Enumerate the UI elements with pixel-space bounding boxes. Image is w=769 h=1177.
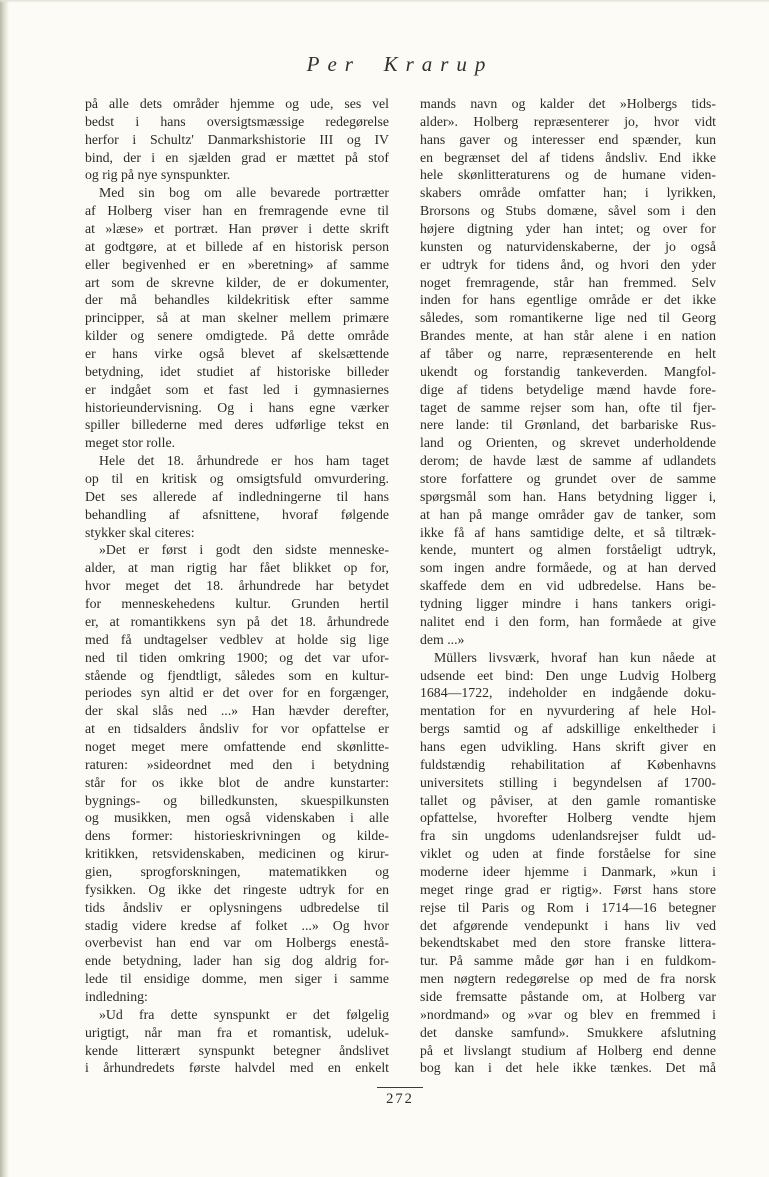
text-line: kende litterært synspunkt betegner åndslivet — [85, 1042, 389, 1058]
text-line: stadig videre kredse af folket ...» Og hvor — [85, 917, 389, 933]
text-line: bind, der i en sjælden grad er mættet på stof — [85, 149, 389, 165]
text-line: fuldstændig rehabilitation af Københavns — [420, 756, 716, 772]
text-line: at en tidsalders åndsliv for vor opfattelse er — [85, 721, 389, 737]
text-line: i århundredets første halvdel med en enkelt — [85, 1060, 389, 1076]
text-line: principper, så at man skelner mellem primære — [85, 310, 389, 326]
text-line: stykker skal citeres: — [85, 524, 195, 540]
text-line: ikke få af hans samtidige delte, et så tiltræk- — [420, 524, 716, 540]
text-line: er udtryk for tidens ånd, og hvori den yder — [420, 256, 716, 272]
text-line: Brandes mente, at han står alene i en nation — [420, 328, 716, 344]
text-line: der må behandles kildekritisk efter samme — [85, 292, 389, 308]
text-line: skabers område omfatter han; i lyrikken, — [420, 185, 716, 201]
text-line: ende betydning, lader han sig dog aldrig for- — [85, 953, 389, 969]
text-line: opfattelse, hvorefter Holberg vendte hjem — [420, 810, 716, 826]
text-line: spiller billederne med deres udførlige tekst en — [85, 417, 389, 433]
text-line: taget de samme rejser som han, ofte til fjer- — [420, 399, 716, 415]
text-line: »nordmand» og »var og blev en fremmed i — [420, 1006, 716, 1022]
text-line: alder». Holberg repræsenterer jo, hvor vidt — [420, 113, 716, 129]
text-line: inden for hans egentlige område er det ikke — [420, 292, 716, 308]
text-line: at han på mange områder gav de tanker, som — [420, 506, 716, 522]
text-line: og rig på nye synspunkter. — [85, 167, 231, 183]
text-line: hvor meget det 18. århundrede har betydet — [85, 578, 389, 594]
text-line: bergs samtid og af adskillige enkeltheder i — [420, 721, 716, 737]
text-line: udsende eet bind: Den unge Ludvig Holberg — [420, 667, 716, 683]
text-line: tur. På samme måde gør han i en fuldkom- — [420, 953, 716, 969]
text-line: op til en kritisk og omsigtsfuld omvurdering. — [85, 471, 389, 487]
text-line: »Det er først i godt den sidste menneske- — [99, 542, 389, 558]
text-line: er, at romantikkens syn på det 18. århundrede — [85, 613, 389, 629]
text-line: meget stor rolle. — [85, 435, 176, 451]
text-line: med få undtagelser vedblev at holde sig lige — [85, 631, 389, 647]
text-line: moderne ideer hjemme i Danmark, »kun i — [420, 863, 716, 879]
text-line: nalitet end i den form, han formåede at give — [420, 613, 716, 629]
text-line: periodes syn altid er det over for en forgænger, — [85, 685, 389, 701]
text-line: Det ses allerede af indledningerne til hans — [85, 488, 389, 504]
text-line: hans gaver og interesser end spænder, kun — [420, 131, 716, 147]
text-line: eller begivenhed er en »beretning» af samme — [85, 256, 389, 272]
scan-edge-top — [0, 0, 769, 3]
text-line: på et livslangt studium af Holberg end denne — [420, 1042, 716, 1058]
text-line: gien, sprogforskningen, matematikken og — [85, 863, 389, 879]
text-line: overbevist han end var om Holbergs enestå- — [85, 935, 389, 951]
text-line: 1684—1722, indeholder en indgående doku- — [420, 685, 716, 701]
text-line: store forfattere og grundet over de samme — [420, 471, 716, 487]
text-line: der skal slås ned ...» Han hævder derefter, — [85, 703, 389, 719]
text-line: det afgørende vendepunkt i hans liv ved — [420, 917, 716, 933]
text-line: kilder og senere omdigtede. På dette område — [85, 328, 389, 344]
text-line: af tåber og narre, repræsenterende en helt — [420, 346, 716, 362]
text-line: art som de skrevne kilder, de er dokumenter, — [85, 274, 389, 290]
text-line: og musikken, men også videnskaben i alle — [85, 810, 389, 826]
text-line: noget meget mere omfattende end skønlitte- — [85, 738, 389, 754]
text-line: således, som romantikerne lige ned til Georg — [420, 310, 716, 326]
text-line: Hele det 18. århundrede er hos ham taget — [99, 453, 389, 469]
text-column-left — [85, 95, 389, 1077]
text-line: fra sin ungdoms udenlandsrejser fuldt ud- — [420, 828, 716, 844]
text-line: side fremsatte påstande om, at Holberg var — [420, 988, 716, 1004]
text-line: står for os ikke blot de andre kunstarter: — [85, 774, 389, 790]
text-line: en begrænset del af tidens åndsliv. End ikke — [420, 149, 716, 165]
text-line: bygnings- og billedkunsten, skuespilkunsten — [85, 792, 389, 808]
text-line: er indgået som et fast led i gymnasiernes — [85, 381, 389, 397]
text-line: bedst i hans oversigtsmæssige redegørelse — [85, 113, 389, 129]
text-line: af Holberg viser han en fremragende evne til — [85, 203, 389, 219]
text-line: at godtgøre, at et billede af en historisk person — [85, 238, 389, 254]
text-line: herfor i Schultz' Danmarkshistorie III og IV — [85, 131, 389, 147]
text-line: hans egen udvikling. Hans skrift giver en — [420, 738, 716, 754]
text-line: lede til ensidige domme, men siger i samme — [85, 971, 389, 987]
text-line: kende, muntert og almen forståeligt udtryk, — [420, 542, 716, 558]
text-line: universitets stilling i begyndelsen af 1700- — [420, 774, 716, 790]
text-line: behandling af afsnittene, hvoraf følgende — [85, 506, 389, 522]
text-line: dens former: historieskrivningen og kilde- — [85, 828, 389, 844]
text-line: spørgsmål som han. Hans betydning ligger i, — [420, 488, 716, 504]
text-line: bekendtskabet med den store franske littera- — [420, 935, 716, 951]
text-line: det danske samfund». Smukkere afslutning — [420, 1024, 716, 1040]
text-line: at »læse» et portræt. Han prøver i dette skrift — [85, 221, 389, 237]
text-column-right — [420, 95, 716, 1077]
page-header — [85, 52, 715, 77]
text-line: »Ud fra dette synspunkt er det følgelig — [99, 1006, 389, 1022]
text-line: urigtigt, når man fra et romantisk, udeluk- — [85, 1024, 389, 1040]
text-line: kunsten og naturvidenskaberne, der jo også — [420, 238, 716, 254]
text-line: raturen: »sideordnet med den i betydning — [85, 756, 389, 772]
text-line: noget fremragende, står han fremmed. Selv — [420, 274, 716, 290]
text-line: men nøgtern redegørelse op med de fra norsk — [420, 971, 716, 987]
text-line: skaffede dem en vid udbredelse. Hans be- — [420, 578, 716, 594]
text-line: historieundervisning. Og i hans egne værker — [85, 399, 389, 415]
text-line: hele skønlitteraturens og de humane viden- — [420, 167, 716, 183]
page-number: 272 — [386, 1091, 414, 1107]
text-line: Müllers livsværk, hvoraf han kun nåede at — [434, 649, 716, 665]
text-line: dige af tidens betydelige mænd havde fore- — [420, 381, 716, 397]
text-line: Med sin bog om alle bevarede portrætter — [99, 185, 389, 201]
text-line: kritikken, retsvidenskaben, medicinen og kirur- — [85, 846, 389, 862]
text-line: land og Orienten, og skrevet underholdende — [420, 435, 716, 451]
text-line: meget ringe grad er rigtig». Først hans store — [420, 881, 716, 897]
text-line: alder, at man rigtig har fået blikket op for, — [85, 560, 389, 576]
text-line: dem ...» — [420, 631, 465, 647]
scan-edge-left — [0, 0, 9, 1177]
running-head-author: Per Krarup — [306, 52, 494, 76]
text-line: viklet og uden at finde forståelse for sine — [420, 846, 716, 862]
text-line: indledning: — [85, 988, 148, 1004]
text-line: derom; de havde læst de samme af udlandets — [420, 453, 716, 469]
text-line: for menneskehedens kultur. Grunden hertil — [85, 596, 389, 612]
text-line: tids åndsliv er oplysningens udbredelse til — [85, 899, 389, 915]
text-line: Brorsons og Stubs domæne, såvel som i den — [420, 203, 716, 219]
text-line: nere lande: til Grønland, det barbariske Rus- — [420, 417, 716, 433]
text-line: højere digtning yder han intet; og over for — [420, 221, 716, 237]
text-line: tallet og påviser, at den gamle romantiske — [420, 792, 716, 808]
text-line: ukendt og forstandig tankeverden. Mangfol- — [420, 363, 716, 379]
text-line: mands navn og kalder det »Holbergs tids- — [420, 96, 716, 111]
text-line: stående og fjendtligt, således som en kultur- — [85, 667, 389, 683]
text-line: på alle dets områder hjemme og ude, ses vel — [85, 96, 389, 111]
text-line: betydning, idet studiet af historiske billeder — [85, 363, 389, 379]
text-line: bog kan i det hele ikke tænkes. Det må — [420, 1060, 716, 1076]
folio-rule — [377, 1087, 423, 1088]
text-line: fysikken. Og ikke det ringeste udtryk for en — [85, 881, 389, 897]
text-line: ned til tiden omkring 1900; og det var ufor- — [85, 649, 389, 665]
text-line: er hans virke også blevet af skelsættende — [85, 346, 389, 362]
text-line: rejse til Paris og Rom i 1714—16 betegner — [420, 899, 716, 915]
text-line: mentation for en nyvurdering af hele Hol- — [420, 703, 716, 719]
text-line: tydning ligger mindre i hans tankers origi- — [420, 596, 716, 612]
page-footer — [85, 1087, 715, 1108]
text-line: som ingen andre formåede, og at han derved — [420, 560, 716, 576]
